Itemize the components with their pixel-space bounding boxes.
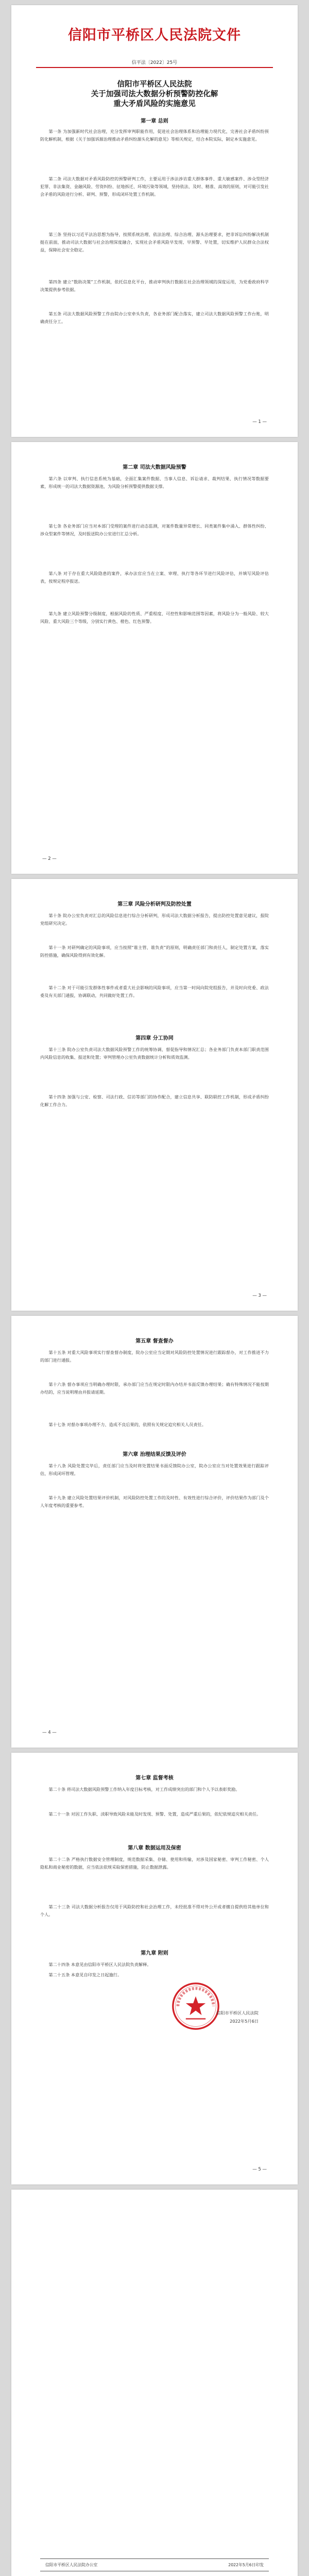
- page-2: [11, 442, 298, 874]
- page-1: [11, 5, 298, 437]
- footer-print-date: 2022年5月6日印发: [228, 2563, 264, 2567]
- article-paragraph: 第十六条 督办事项应当明确办理时限，承办部门应当在规定时限内办结并书面反馈办理结果；确有特殊情况不能按期办结的，应当说明理由并报请延期。: [40, 1382, 269, 1395]
- chapter-heading: 第三章 风险分析研判及防控处置: [117, 902, 192, 907]
- chapter-heading: 第一章 总则: [141, 118, 168, 124]
- article-paragraph: 第一条 为加强新时代社会治理，充分发挥审判职能作用，促进社会治理体系和治理能力现代化，完善社会矛盾纠纷预防化解机制，根据《关于加强诉源治理推动矛盾纠纷源头化解的意见》等相关规定，结合本院实际，制定本实施意见。: [40, 129, 269, 142]
- page-5: [11, 1753, 298, 2184]
- page-3: [11, 879, 298, 1311]
- page-number: — 1 —: [252, 419, 267, 425]
- chapter-heading: 第八章 数据运用及保密: [128, 1845, 181, 1851]
- article-paragraph: 第九条 建立风险预警分级制度，根据风险的性质、严重程度、可控性和影响范围等因素，将风险分为一般风险、较大风险、重大风险三个等级，分别实行黄色、橙色、红色预警。: [40, 611, 269, 624]
- article-paragraph: 第二条 司法大数据对矛盾风险防控的预警研判工作，主要运用于涉法涉访重大群体事件、重大敏感案件、涉众型经济犯罪、非法集资、金融风险、劳资纠纷、征地拆迁、环境污染等领域，坚持依法、及时、精准、高效的原则，对可能引发社会矛盾的风险进行分析、研判、预警，形成闭环处置工作机制。: [40, 176, 269, 197]
- article-paragraph: 第十八条 风险处置完毕后，责任部门应当及时将处置结果书面反馈院办公室，院办公室应当对处置效果进行跟踪评估，形成闭环管理。: [40, 1463, 269, 1476]
- article-paragraph: 第二十五条 本意见自印发之日起施行。: [48, 1972, 122, 1977]
- article-paragraph: 第十四条 加强与公安、检察、司法行政、信访等部门的协作配合，建立信息共享、联防联控工作机制，形成矛盾纠纷化解工作合力。: [40, 1094, 269, 1107]
- article-paragraph: 第十九条 建立风险处置结果评价机制，对风险防控处置工作的及时性、有效性进行综合评价，评价结果作为部门及个人年度考核的重要参考。: [40, 1495, 269, 1508]
- chapter-heading: 第六章 治理结果反馈及评价: [123, 1452, 186, 1458]
- page-number: — 2 —: [42, 856, 57, 861]
- document-number: 信平法〔2022〕25号: [131, 60, 178, 65]
- article-paragraph: 第八条 对于存在重大风险隐患的案件，承办法官应当在立案、审理、执行等各环节进行风险评估，并填写风险评估表，按规定程序报送。: [40, 571, 269, 584]
- article-paragraph: 第十二条 对于可能引发群体性事件或者重大社会影响的风险事项，应当第一时间向院党组报告，并及时向党委、政法委及有关部门通报，协调联动，共同做好处置工作。: [40, 985, 269, 998]
- article-paragraph: 第七条 各业务部门应当对本部门受理的案件进行动态监测，对案件数量异常增长、同类案件集中涌入、群体性纠纷、涉众型案件等情况，及时报送院办公室进行汇总分析。: [40, 523, 269, 536]
- article-paragraph: 第二十条 将司法大数据风险预警工作纳入年度目标考核，对工作成绩突出的部门和个人予以表彰奖励。: [48, 1787, 240, 1792]
- document-header-title: 信阳市平桥区人民法院文件: [68, 27, 241, 43]
- signature-organization: 信阳市平桥区人民法院: [216, 2010, 259, 2015]
- chapter-heading: 第五章 督查督办: [135, 1338, 174, 1344]
- chapter-heading: 第九章 附则: [141, 1951, 168, 1956]
- page-number: — 4 —: [42, 1730, 57, 1735]
- page-6: [11, 2190, 298, 2576]
- page-number: — 5 —: [252, 2167, 267, 2172]
- footer-rule-top: [40, 2558, 269, 2559]
- official-seal-icon: [171, 1981, 220, 2031]
- article-paragraph: 第二十三条 司法大数据分析报告仅用于风险防控和社会治理工作，未经批准不得对外公开或者擅自提供给其他单位和个人。: [40, 1904, 269, 1917]
- chapter-heading: 第七章 监督考核: [135, 1775, 174, 1781]
- page-4: [11, 1316, 298, 1748]
- footer-organization: 信阳市平桥区人民法院办公室: [45, 2563, 98, 2567]
- article-paragraph: 第四条 建立“数助决策”工作机制，依托信息化平台，推动审判执行数据在社会治理领域的深度运用，为党委政府科学决策提供参考依据。: [40, 279, 269, 292]
- article-paragraph: 第十条 院办公室负责对汇总的风险信息进行综合分析研判，形成司法大数据分析报告，提出防控处置意见建议，报院党组研究决定。: [40, 913, 269, 926]
- main-title-line: 关于加强司法大数据分析预警防控化解: [91, 90, 218, 98]
- article-paragraph: 第六条 以审判、执行信息系统为基础，全面汇集案件数据、当事人信息、诉讼请求、裁判结果、执行情况等数据要素，形成统一的司法大数据资源池，为风险分析预警提供数据支撑。: [40, 476, 269, 489]
- page-number: — 3 —: [252, 1293, 267, 1298]
- header-red-rule: [36, 67, 273, 68]
- article-paragraph: 第二十二条 严格执行数据安全管理制度，规范数据采集、存储、使用和传输，对涉及国家秘密、审判工作秘密、个人隐私和商业秘密的数据，应当依法依规采取保密措施，防止数据泄露。: [40, 1857, 269, 1870]
- article-paragraph: 第二十一条 对因工作失职、渎职导致风险未能及时发现、预警、处置，造成严重后果的，依纪依规追究相关责任。: [48, 1811, 261, 1817]
- article-paragraph: 第十七条 对督办事项办理不力、造成不良后果的，依照有关规定追究相关人员责任。: [48, 1422, 206, 1427]
- main-title-line: 信阳市平桥区人民法院: [117, 80, 192, 89]
- print-footer: [45, 2562, 264, 2568]
- main-title-line: 重大矛盾风险的实施意见: [113, 99, 196, 108]
- article-paragraph: 第三条 坚持以习近平法治思想为指导，按照系统治理、依法治理、综合治理、源头治理要求，把非诉讼纠纷解决机制挺在前面，推动司法大数据与社会治理深度融合，实现社会矛盾风险早发现、早预警、早处置，切实维护人民群众合法权益，保障社会安全稳定。: [40, 232, 269, 252]
- article-paragraph: 第五条 司法大数据风险预警工作由院办公室牵头负责，各业务部门配合落实，建立司法大数据风险预警工作台账，明确责任分工。: [40, 311, 269, 324]
- article-paragraph: 第十五条 对重大风险事项实行督查督办制度，院办公室应当定期对风险防控处置情况进行跟踪督办，对工作推进不力的部门进行通报。: [40, 1350, 269, 1363]
- chapter-heading: 第四章 分工协同: [135, 1036, 174, 1041]
- chapter-heading: 第二章 司法大数据风险预警: [123, 465, 186, 470]
- article-paragraph: 第二十四条 本意见由信阳市平桥区人民法院负责解释。: [48, 1962, 151, 1967]
- article-paragraph: 第十三条 院办公室负责司法大数据风险预警工作的统筹协调、督促指导和情况汇总；各业务部门负责本部门职责范围内风险信息的收集、报送和处置；审判管理办公室负责数据统计分析和质效监测。: [40, 1047, 269, 1060]
- article-paragraph: 第十一条 对研判确定的风险事项，应当按照“谁主管、谁负责”的原则，明确责任部门和责任人，制定处置方案，落实防控措施，确保风险得到有效化解。: [40, 945, 269, 958]
- document-main-title: [40, 79, 269, 109]
- signature-date: 2022年5月6日: [230, 2019, 259, 2024]
